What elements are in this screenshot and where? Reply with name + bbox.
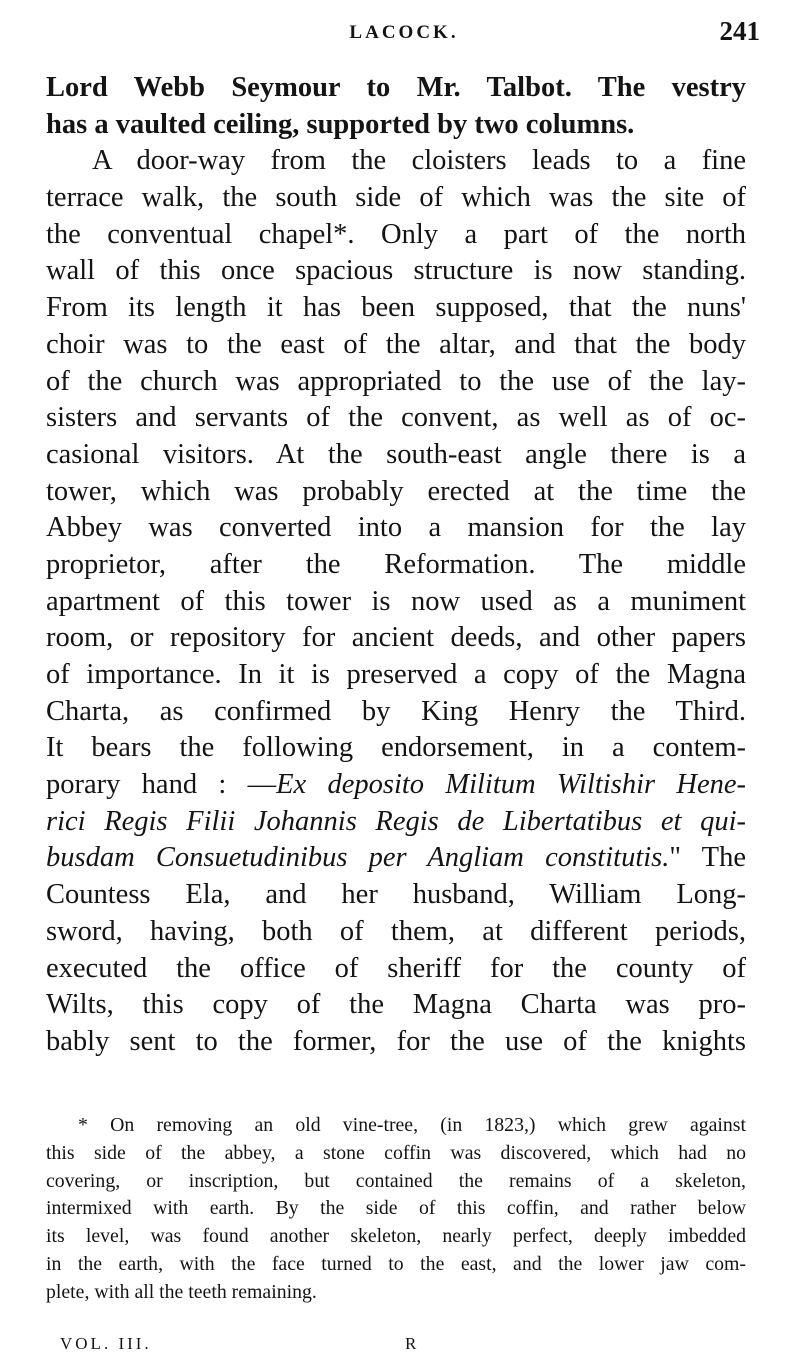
footnote — [46, 1112, 746, 1307]
page-number: 241 — [719, 16, 760, 46]
text-line: room, or repository for ancient deeds, and other papers — [46, 622, 746, 654]
footnote-line: this side of the abbey, a stone coffin was discovered, which had no — [46, 1141, 746, 1164]
text-line: It bears the following endorsement, in a contem- — [46, 732, 746, 764]
volume-label: VOL. III. — [60, 1334, 152, 1353]
footnote-line: plete, with all the teeth remaining. — [46, 1280, 317, 1303]
latin-quotation: Ex deposito Militum Wiltishir Hene- — [276, 769, 746, 801]
text-line: tower, which was probably erected at the time the — [46, 475, 746, 507]
text-run: " The — [669, 842, 746, 874]
text-line: casional visitors. At the south-east angle there is a — [46, 438, 746, 470]
text-line: From its length it has been supposed, that the nuns' — [46, 292, 746, 324]
signature-mark: R — [405, 1334, 420, 1353]
latin-quotation: rici Regis Filii Johannis Regis de Libertatibus et qui- — [46, 805, 746, 837]
text-line: executed the office of sheriff for the county of — [46, 952, 746, 984]
footnote-line: * On removing an old vine-tree, (in 1823,) which grew against — [78, 1114, 746, 1136]
text-line: proprietor, after the Reformation. The middle — [46, 548, 746, 580]
text-line — [46, 840, 746, 877]
text-line: has a vaulted ceiling, supported by two columns. — [46, 108, 635, 140]
text-line: Wilts, this copy of the Magna Charta was pro- — [46, 989, 746, 1021]
text-line: A door-way from the cloisters leads to a fine — [92, 145, 746, 177]
text-run: porary hand : — — [46, 769, 277, 801]
text-line: bably sent to the former, for the use of the knights — [46, 1025, 746, 1057]
text-line: of the church was appropriated to the use of the lay- — [46, 365, 746, 397]
text-line: Abbey was converted into a mansion for the lay — [46, 512, 746, 544]
footnote-line: its level, was found another skeleton, nearly perfect, deeply imbedded — [46, 1225, 746, 1248]
latin-quotation: busdam Consuetudinibus per Angliam constitutis. — [46, 842, 670, 874]
text-line: Lord Webb Seymour to Mr. Talbot. The vestry — [46, 72, 746, 103]
text-line: terrace walk, the south side of which was the site of — [46, 182, 746, 214]
page-header — [48, 16, 760, 52]
text-line: sisters and servants of the convent, as well as of oc- — [46, 402, 746, 434]
footnote-line: intermixed with earth. By the side of this coffin, and rather below — [46, 1197, 746, 1220]
text-line: sword, having, both of them, at different periods, — [46, 915, 746, 947]
text-line: apartment of this tower is now used as a muniment — [46, 585, 746, 617]
text-line: choir was to the east of the altar, and that the body — [46, 328, 746, 360]
text-line: of importance. In it is preserved a copy of the Magna — [46, 659, 746, 690]
body-text — [46, 70, 746, 1061]
text-line: Charta, as confirmed by King Henry the Third. — [46, 695, 746, 727]
text-line: Countess Ela, and her husband, William Long- — [46, 879, 746, 911]
text-line: the conventual chapel*. Only a part of the north — [46, 218, 746, 250]
running-head: LACOCK. — [349, 22, 459, 43]
page-footer — [60, 1334, 720, 1360]
text-line — [46, 767, 746, 804]
footnote-line: covering, or inscription, but contained the remains of a skeleton, — [46, 1169, 746, 1192]
text-line: wall of this once spacious structure is now standing. — [46, 255, 746, 287]
footnote-line: in the earth, with the face turned to the east, and the lower jaw com- — [46, 1252, 746, 1275]
